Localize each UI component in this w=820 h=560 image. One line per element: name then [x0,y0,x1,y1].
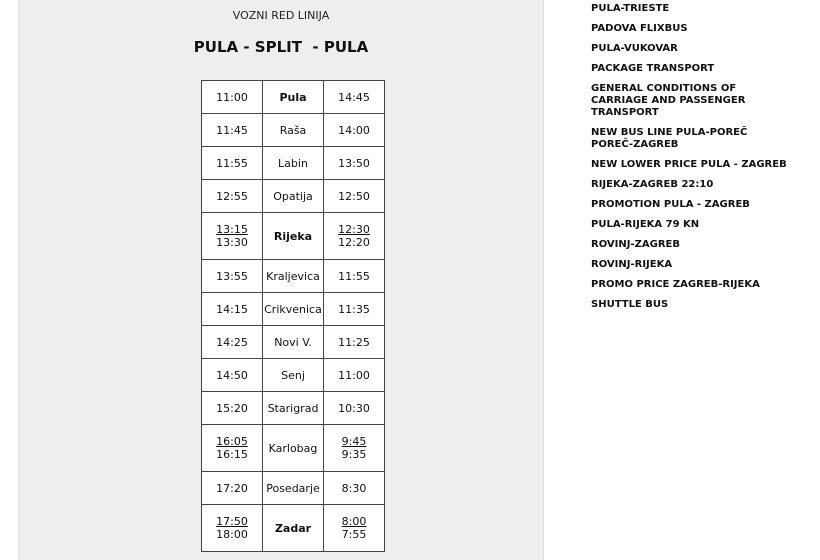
departure-time-value: 18:00 [216,528,248,541]
departure-time [202,472,263,505]
stop-name: Crikvenica [263,293,324,326]
stop-name: Rijeka [263,213,324,260]
departure-time [202,114,263,147]
return-time [324,326,385,359]
sidebar-link[interactable]: NEW BUS LINE PULA-POREČ POREČ-ZAGREB [591,127,748,150]
return-time-value: 12:30 [338,223,370,236]
return-time [324,472,385,505]
departure-time-value: 16:15 [216,448,248,461]
return-time-value: 7:55 [341,528,367,541]
return-time-value: 10:30 [338,401,370,415]
table-row [202,260,385,293]
sidebar-link[interactable]: ROVINJ-RIJEKA [591,259,673,270]
sidebar-link[interactable]: PACKAGE TRANSPORT [591,63,715,74]
departure-time [202,392,263,425]
table-row [202,326,385,359]
departure-time [202,180,263,213]
table-row [202,213,385,260]
departure-time-value: 13:55 [216,269,248,283]
departure-time [202,213,263,260]
return-time [324,114,385,147]
return-time-value: 11:55 [338,269,370,283]
return-time [324,425,385,472]
table-row [202,472,385,505]
stop-name: Posedarje [263,472,324,505]
return-time-value: 9:35 [341,448,367,461]
return-time-value: 14:45 [338,90,370,104]
sidebar-link[interactable]: PULA-VUKOVAR [591,43,678,54]
table-row [202,425,385,472]
sidebar-link[interactable]: SHUTTLE BUS [591,299,669,310]
sidebar-link[interactable]: PULA-TRIESTE [591,3,670,14]
return-time-value: 14:00 [338,123,370,137]
departure-time-value: 11:00 [216,90,248,104]
departure-time [202,147,263,180]
departure-time [202,81,263,114]
sidebar-link[interactable]: PROMO PRICE ZAGREB-RIJEKA [591,279,760,290]
return-time [324,392,385,425]
table-row [202,392,385,425]
return-time-value: 8:30 [341,481,367,495]
return-time [324,505,385,552]
sidebar-link[interactable]: PROMOTION PULA - ZAGREB [591,199,750,210]
departure-time-value: 13:30 [216,236,248,249]
departure-time [202,425,263,472]
departure-time-value: 14:25 [216,335,248,349]
return-time-value: 12:50 [338,189,370,203]
sidebar-link[interactable]: ROVINJ-ZAGREB [591,239,680,250]
departure-time-value: 16:05 [216,435,248,448]
return-time [324,81,385,114]
departure-time-value: 14:15 [216,302,248,316]
return-time-value: 11:00 [338,368,370,382]
return-time-value: 11:35 [338,302,370,316]
route-title: PULA - SPLIT - PULA [193,38,369,56]
sidebar-link[interactable]: NEW LOWER PRICE PULA - ZAGREB [591,159,787,170]
return-time-value: 12:20 [338,236,370,249]
table-row [202,114,385,147]
return-time-value: 11:25 [338,335,370,349]
return-time [324,260,385,293]
return-time [324,293,385,326]
departure-time-value: 13:15 [216,223,248,236]
main-panel [18,0,544,560]
departure-time-value: 17:20 [216,481,248,495]
departure-time [202,359,263,392]
departure-time-value: 12:55 [216,189,248,203]
departure-time [202,505,263,552]
table-row [202,293,385,326]
sidebar-link[interactable]: RIJEKA-ZAGREB 22:10 [591,179,714,190]
departure-time [202,293,263,326]
stop-name: Kraljevica [263,260,324,293]
schedule-table [201,80,385,552]
return-time-value: 13:50 [338,156,370,170]
table-row [202,180,385,213]
stop-name: Karlobag [263,425,324,472]
sidebar-link[interactable]: PADOVA FLIXBUS [591,23,688,34]
return-time-value: 8:00 [341,515,367,528]
table-row [202,147,385,180]
table-row [202,505,385,552]
departure-time-value: 11:55 [216,156,248,170]
return-time [324,147,385,180]
table-row [202,81,385,114]
sidebar [591,3,791,319]
departure-time-value: 14:50 [216,368,248,382]
return-time [324,180,385,213]
sidebar-link[interactable]: PULA-RIJEKA 79 KN [591,219,700,230]
stop-name: Labin [263,147,324,180]
page-pretitle: VOZNI RED LINIJA [232,9,330,22]
stop-name: Novi V. [263,326,324,359]
return-time [324,213,385,260]
stop-name: Opatija [263,180,324,213]
stop-name: Zadar [263,505,324,552]
departure-time [202,260,263,293]
sidebar-link[interactable]: GENERAL CONDITIONS OF CARRIAGE AND PASSENGER TRANSPORT [591,83,746,118]
stop-name: Senj [263,359,324,392]
departure-time-value: 11:45 [216,123,248,137]
departure-time [202,326,263,359]
table-row [202,359,385,392]
stop-name: Starigrad [263,392,324,425]
stop-name: Raša [263,114,324,147]
stop-name: Pula [263,81,324,114]
return-time [324,359,385,392]
return-time-value: 9:45 [341,435,367,448]
departure-time-value: 15:20 [216,401,248,415]
departure-time-value: 17:50 [216,515,248,528]
